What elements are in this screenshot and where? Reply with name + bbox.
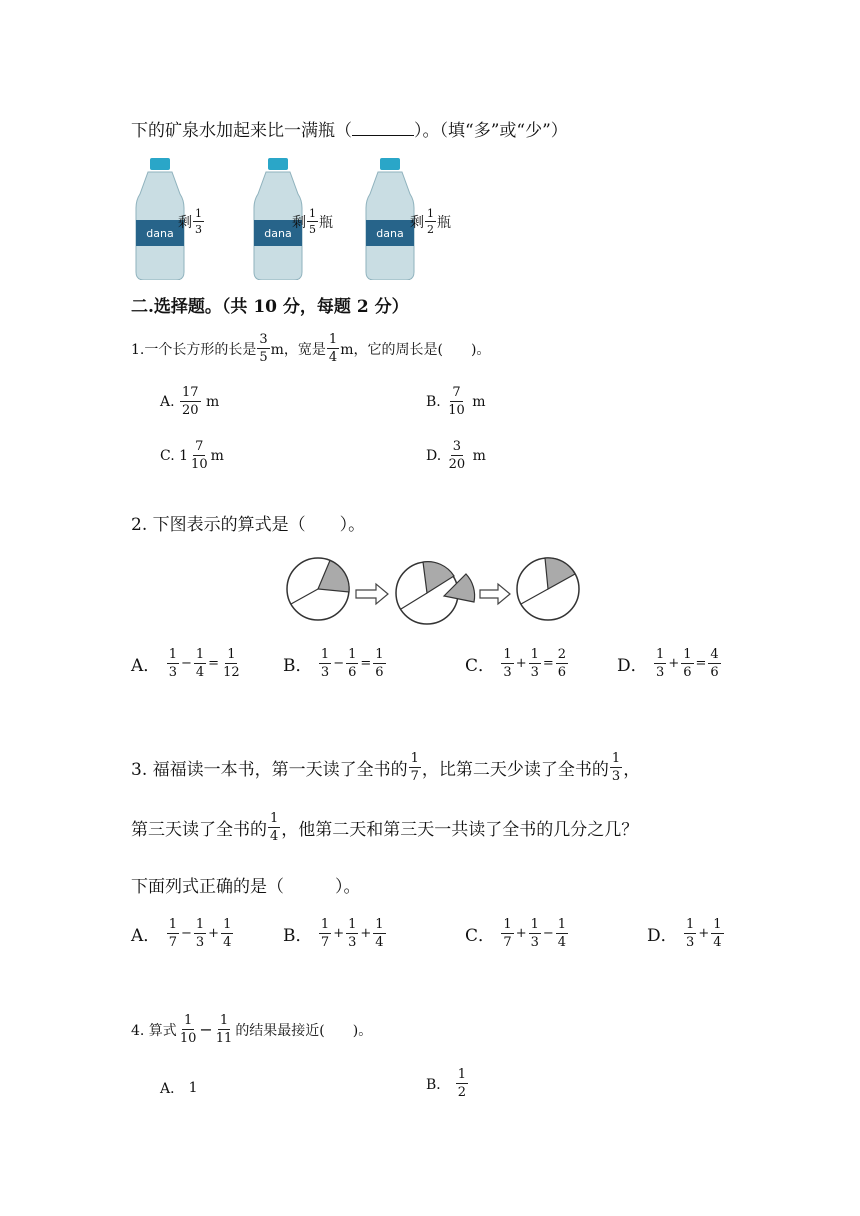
bottle-label-3 — [410, 208, 451, 235]
q3-text: ， — [623, 760, 641, 780]
unit-label: 瓶 — [319, 214, 333, 231]
question-3-line-1 — [131, 752, 640, 783]
fraction: $\frac{1}{3}$ — [348, 917, 357, 950]
whole-part: 1 — [179, 447, 189, 464]
length-fraction: $\frac{3}{5}$ — [259, 332, 268, 365]
fraction: $\frac{1}{4}$ — [375, 917, 384, 950]
fraction: $\frac{17}{20}$ — [182, 385, 199, 418]
arrow-icon — [480, 584, 510, 604]
option-label: D. — [426, 447, 442, 464]
fraction: $\frac{1}{12}$ — [223, 647, 240, 680]
fraction: $\frac{7}{10}$ — [191, 439, 208, 472]
q2-option-a[interactable] — [131, 648, 243, 679]
circle-3 — [517, 558, 579, 620]
circle-2 — [396, 562, 475, 624]
fraction: $\frac{1}{3}$ — [530, 647, 539, 680]
circle-1 — [287, 558, 349, 620]
fraction: $\frac{1}{3}$ — [530, 917, 539, 950]
question-1 — [131, 333, 490, 364]
operator: + — [333, 926, 345, 941]
unit: m — [206, 393, 220, 410]
q3-text: ，比第二天少读了全书的 — [421, 760, 609, 780]
option-label: D． — [647, 926, 678, 946]
operator: + — [698, 926, 710, 941]
option-label: B． — [283, 656, 313, 676]
operator: − — [180, 656, 192, 671]
answer-blank[interactable] — [352, 121, 414, 136]
operator: + — [360, 926, 372, 941]
q4-text: 4. 算式 — [131, 1022, 177, 1039]
fraction: $\frac{2}{6}$ — [557, 647, 567, 680]
equals: = — [542, 656, 554, 671]
fraction: $\frac{1}{4}$ — [557, 917, 567, 950]
svg-text:dana: dana — [376, 227, 404, 240]
fraction: $\frac{1}{10}$ — [179, 1013, 197, 1046]
fraction: $\frac{3}{20}$ — [448, 439, 466, 472]
fraction: $\frac{1}{6}$ — [375, 647, 384, 680]
q3-option-b[interactable] — [283, 918, 387, 949]
q1-option-b[interactable] — [426, 386, 485, 417]
bottle-label-1 — [178, 208, 205, 235]
operator: + — [515, 926, 527, 941]
option-label: C． — [465, 926, 496, 946]
option-label: A． — [131, 656, 161, 676]
svg-text:dana: dana — [146, 227, 174, 240]
question-2: 2. 下图表示的算式是（ ）。 — [131, 515, 366, 535]
width-fraction: $\frac{1}{4}$ — [328, 332, 338, 365]
q1-option-a[interactable] — [160, 386, 219, 417]
fraction: $\frac{1}{3}$ — [656, 647, 665, 680]
q3-option-a[interactable] — [131, 918, 234, 949]
fraction: $\frac{1}{5}$ — [309, 207, 316, 236]
q1-option-d[interactable] — [426, 440, 486, 471]
fraction: $\frac{1}{11}$ — [215, 1013, 233, 1046]
question-4 — [131, 1014, 372, 1045]
fraction: $\frac{1}{3}$ — [168, 647, 177, 680]
q2-option-b[interactable] — [283, 648, 387, 679]
fraction: $\frac{1}{7}$ — [410, 751, 419, 784]
option-label: B. — [426, 393, 441, 410]
fraction: $\frac{1}{4}$ — [223, 917, 232, 950]
fraction: $\frac{1}{7}$ — [503, 917, 512, 950]
option-label: C. — [160, 447, 175, 464]
unit: m — [210, 447, 224, 464]
option-label: D． — [617, 656, 648, 676]
unit: m — [472, 447, 486, 464]
q1-option-c[interactable] — [160, 440, 224, 471]
q1-mid: m，宽是 — [270, 341, 326, 358]
q4-option-b[interactable] — [426, 1068, 469, 1099]
fraction: $\frac{1}{2}$ — [457, 1067, 467, 1100]
fraction: $\frac{1}{7}$ — [320, 917, 330, 950]
option-label: B． — [283, 926, 313, 946]
section-title: 二.选择题。（共 10 分，每题 2 分） — [131, 297, 409, 317]
intro-text-end: ）。（填“多”或“少”） — [414, 121, 568, 141]
q3-text: 3. 福福读一本书，第一天读了全书的 — [131, 760, 408, 780]
fraction: $\frac{1}{4}$ — [713, 917, 722, 950]
pie-diagram — [284, 554, 584, 628]
q2-option-c[interactable] — [465, 648, 569, 679]
q3-text: ，他第二天和第三天一共读了全书的几分之几？ — [281, 820, 639, 840]
svg-text:dana: dana — [264, 227, 292, 240]
fraction: $\frac{1}{3}$ — [195, 917, 205, 950]
q1-tail: m，它的周长是( )。 — [340, 341, 491, 358]
operator: + — [515, 656, 527, 671]
option-label: C． — [465, 656, 496, 676]
unit-label: 瓶 — [437, 214, 451, 231]
option-label: B． — [426, 1076, 451, 1093]
fraction: $\frac{1}{6}$ — [683, 647, 692, 680]
q4-option-a[interactable] — [160, 1078, 198, 1098]
q3-option-d[interactable] — [647, 918, 725, 949]
remain-label: 剩 — [410, 214, 424, 231]
q3-option-c[interactable] — [465, 918, 569, 949]
operator: − — [180, 926, 192, 941]
operator: − — [542, 926, 554, 941]
fraction: $\frac{4}{6}$ — [710, 647, 719, 680]
option-label: A． — [131, 926, 161, 946]
fraction: $\frac{7}{10}$ — [448, 385, 465, 418]
q1-prefix: 1.一个长方形的长是 — [131, 341, 257, 358]
remain-label: 剩 — [292, 214, 306, 231]
fraction: $\frac{1}{3}$ — [686, 917, 695, 950]
intro-line — [131, 116, 568, 141]
fraction: $\frac{1}{4}$ — [270, 811, 279, 844]
operator: + — [668, 656, 680, 671]
fraction: $\frac{1}{7}$ — [168, 917, 177, 950]
operator: + — [208, 926, 220, 941]
fraction: $\frac{1}{2}$ — [427, 207, 434, 236]
fraction: $\frac{1}{3}$ — [320, 647, 330, 680]
fraction: $\frac{1}{3}$ — [611, 751, 621, 784]
equals: = — [695, 656, 707, 671]
question-3-line-3: 下面列式正确的是（ ）。 — [131, 877, 361, 897]
option-label: A. — [160, 393, 175, 410]
question-3-line-2 — [131, 812, 638, 843]
arrow-icon — [356, 584, 388, 604]
q4-text: 的结果最接近( )。 — [235, 1022, 373, 1039]
fraction: $\frac{1}{6}$ — [348, 647, 357, 680]
equals: = — [360, 656, 372, 671]
unit: m — [472, 393, 486, 410]
remain-label: 剩 — [178, 214, 192, 231]
operator: − — [199, 1020, 213, 1039]
q3-text: 第三天读了全书的 — [131, 820, 267, 840]
fraction: $\frac{1}{3}$ — [503, 647, 512, 680]
intro-text: 下的矿泉水加起来比一满瓶（ — [131, 121, 352, 141]
fraction: $\frac{1}{3}$ — [195, 207, 202, 236]
equals: = — [208, 656, 220, 671]
q2-option-d[interactable] — [617, 648, 722, 679]
option-value: 1 — [188, 1080, 198, 1096]
fraction: $\frac{1}{4}$ — [195, 647, 205, 680]
bottle-label-2 — [292, 208, 333, 235]
operator: − — [333, 656, 345, 671]
option-label: A． — [160, 1081, 185, 1097]
